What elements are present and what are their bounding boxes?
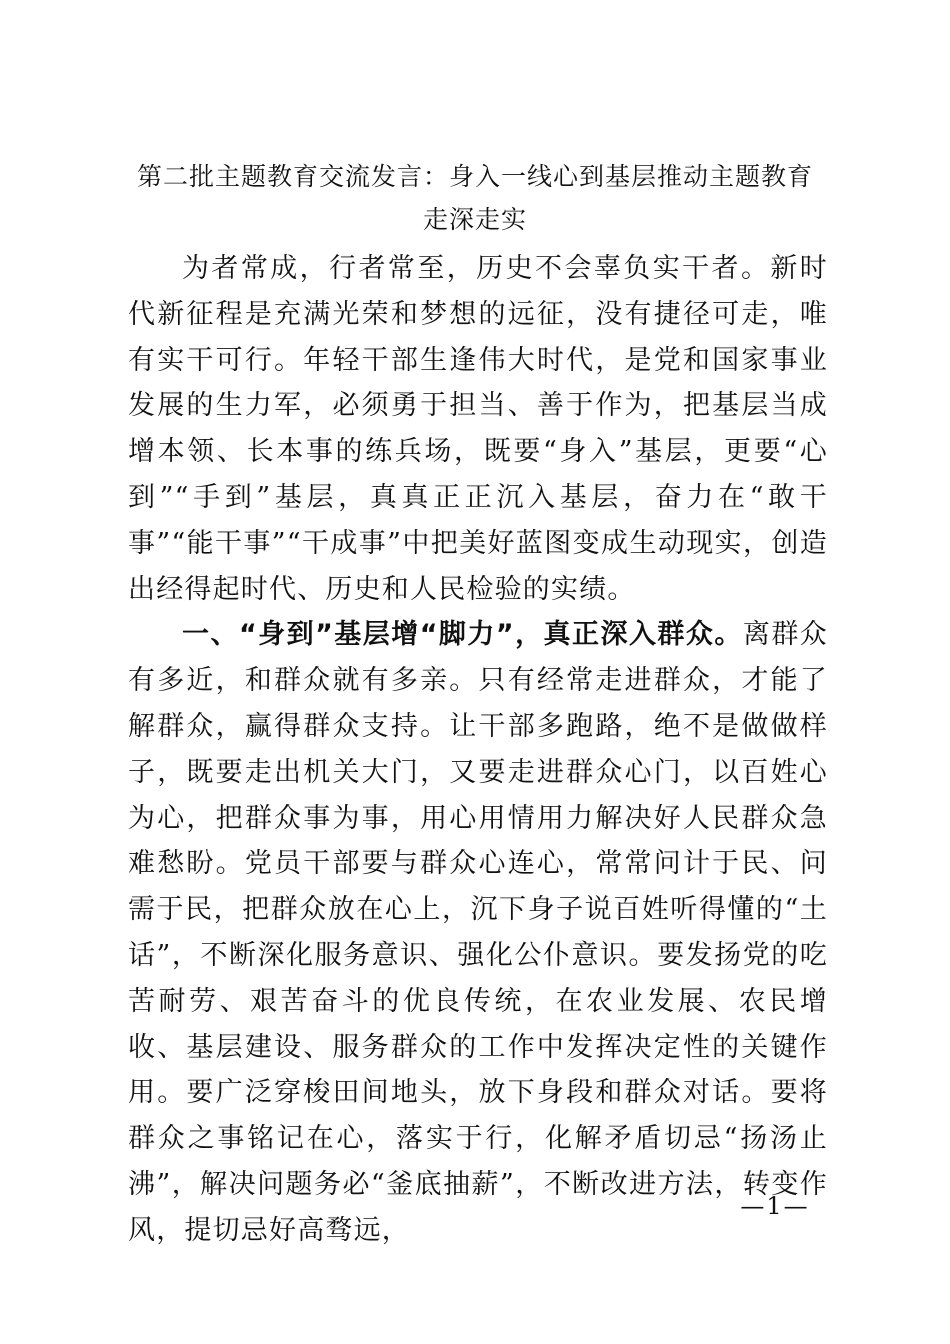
paragraph-intro <box>128 246 828 612</box>
section-one-text: 离群众有多近，和群众就有多亲。只有经常走进群众，才能了解群众，赢得群众支持。让干部多跑路，绝不是做做样子，既要走出机关大门，又要走进群众心门，以百姓心为心，把群众事为事，用心用情用力解决好人民群众急难愁盼。党员干部要与群众心连心，常常问计于民、问需于民，把群众放在心上，沉下身子说百姓听得懂的“土话”，不断深化服务意识、强化公仆意识。要发扬党的吃苦耐劳、艰苦奋斗的优良传统，在农业发展、农民增收、基层建设、服务群众的工作中发挥决定性的关键作用。要广泛穿梭田间地头，放下身段和群众对话。要将群众之事铭记在心，落实于行，化解矛盾切忌“扬汤止沸”，解决问题务必“釜底抽薪”，不断改进方法，转变作风，提切忌好高骛远， <box>128 619 828 1246</box>
paragraph-section-one <box>128 612 828 1253</box>
document-body <box>128 246 828 1254</box>
document-title: 第二批主题教育交流发言：身入一线心到基层推动主题教育走深走实 <box>136 162 813 234</box>
section-one-heading: 一、“身到”基层增“脚力”，真正深入群众。 <box>182 619 743 651</box>
paragraph-intro-text: 为者常成，行者常至，历史不会辜负实干者。新时代新征程是充满光荣和梦想的远征，没有捷径可走，唯有实干可行。年轻干部生逢伟大时代，是党和国家事业发展的生力军，必须勇于担当、善于作为，把基层当成增本领、长本事的练兵场，既要“身入”基层，更要“心到”“手到”基层，真真正正沉入基层，奋力在“敢干事”“能干事”“干成事”中把美好蓝图变成生动现实，创造出经得起时代、历史和人民检验的实绩。 <box>128 253 828 605</box>
page-number: —1— <box>740 1192 810 1220</box>
